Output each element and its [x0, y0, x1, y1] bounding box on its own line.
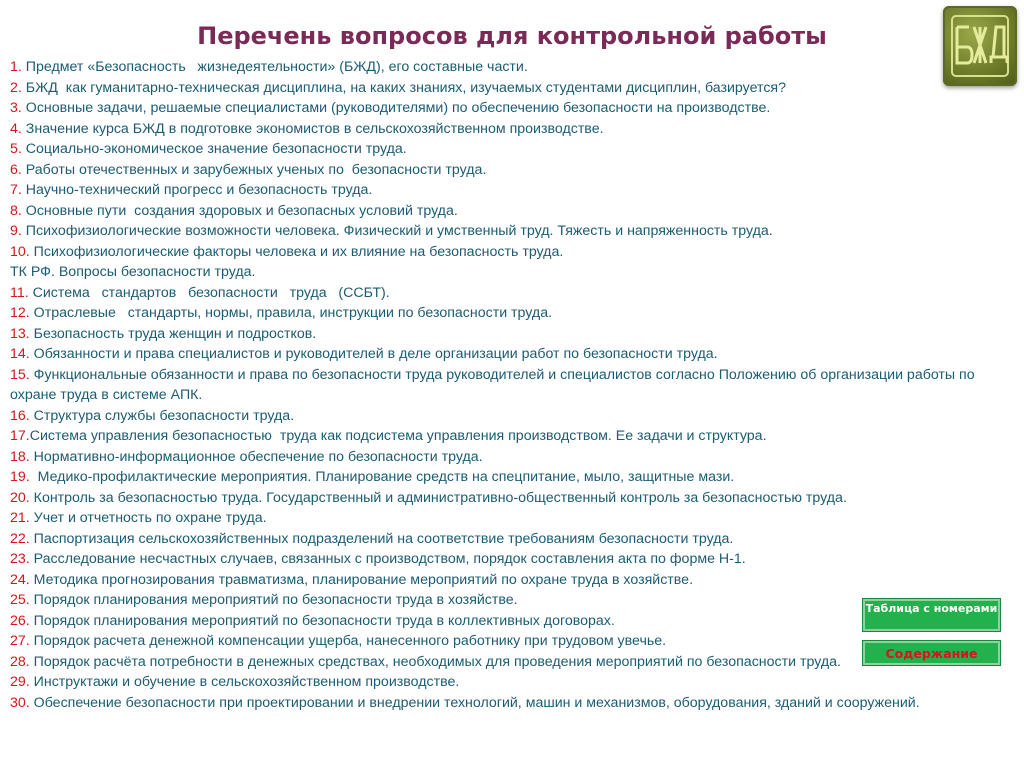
question-text: Значение курса БЖД в подготовке экономистов в сельскохозяйственном производстве.	[21, 120, 604, 137]
question-number: 21.	[10, 510, 30, 526]
question-number: 2.	[10, 79, 22, 96]
question-item	[10, 57, 1015, 78]
question-text: БЖД как гуманитарно-техническая дисциплина, на каких знаниях, изучаемых студентами дисциплин, базируется?	[21, 79, 786, 96]
question-item	[10, 283, 1015, 304]
question-item	[10, 672, 1015, 693]
question-text: Обеспечение безопасности при проектировании и внедрении технологий, машин и механизмов, оборудования, зданий и сооружений.	[29, 694, 920, 711]
question-item	[10, 529, 1015, 550]
question-item	[10, 78, 1015, 99]
question-text: Нормативно-информационное обеспечение по безопасности труда.	[29, 448, 483, 465]
question-number: 8.	[10, 202, 22, 219]
question-number: 29.	[10, 674, 30, 690]
question-number: 6.	[10, 161, 22, 178]
page-title: Перечень вопросов для контрольной работы	[197, 22, 827, 50]
question-text: Научно-технический прогресс и безопасность труда.	[21, 182, 373, 198]
question-text: Функциональные обязанности и права по безопасности труда руководителей и специалистов согласно Положению об организации работы по охране труда в системе АПК.	[10, 366, 979, 403]
question-text: Порядок расчёта потребности в денежных средствах, необходимых для проведения мероприятий по безопасности труда.	[29, 653, 841, 670]
question-text: Основные пути создания здоровых и безопасных условий труда.	[21, 202, 458, 219]
question-number: 27.	[10, 633, 30, 649]
question-item	[10, 426, 1015, 447]
question-item	[10, 488, 1015, 509]
question-text: Контроль за безопасностью труда. Государственный и административно-общественный контроль за безопасностью труда.	[29, 489, 847, 506]
question-text: Система стандартов безопасности труда (ССБТ).	[28, 284, 390, 301]
question-item	[10, 570, 1015, 591]
question-text: Психофизиологические возможности человека. Физический и умственный труд. Тяжесть и напряженность труда.	[21, 223, 773, 239]
question-text: Инструктажи и обучение в сельскохозяйственном производстве.	[29, 674, 460, 690]
question-number: 22.	[10, 530, 30, 547]
question-item	[10, 303, 1015, 324]
question-number: 20.	[10, 489, 30, 506]
question-text: Социально-экономическое значение безопасности труда.	[21, 141, 407, 157]
question-item	[10, 160, 1015, 181]
question-text: Психофизиологические факторы человека и их влияние на безопасность труда.	[29, 243, 564, 260]
question-number: 26.	[10, 612, 30, 629]
question-item	[10, 139, 1015, 160]
question-text: Предмет «Безопасность жизнедеятельности» (БЖД), его составные части.	[21, 59, 528, 75]
question-text: Порядок расчета денежной компенсации ущерба, нанесенного работнику при трудовом увечье.	[29, 633, 667, 649]
question-item	[10, 467, 1015, 488]
question-item	[10, 324, 1015, 345]
question-text: Система управления безопасностью труда как подсистема управления производством. Ее задачи и структура.	[29, 428, 767, 444]
question-text: Безопасность труда женщин и подростков.	[29, 325, 317, 342]
question-item	[10, 221, 1015, 242]
question-text: ТК РФ. Вопросы безопасности труда.	[10, 264, 256, 280]
question-item	[10, 201, 1015, 222]
question-item	[10, 508, 1015, 529]
question-text: Методика прогнозирования травматизма, планирование мероприятий по охране труда в хозяйстве.	[29, 571, 694, 588]
question-number: 15.	[10, 366, 30, 383]
question-text: Обязанности и права специалистов и руководителей в деле организации работ по безопасности труда.	[29, 346, 718, 362]
question-number: 25.	[10, 592, 30, 608]
question-number: 3.	[10, 100, 22, 116]
question-number: 14.	[10, 346, 30, 362]
question-number: 16.	[10, 407, 30, 424]
question-text: Структура службы безопасности труда.	[29, 407, 295, 424]
question-text: Отраслевые стандарты, нормы, правила, инструкции по безопасности труда.	[29, 305, 553, 321]
question-number: 4.	[10, 120, 22, 137]
question-number: 28.	[10, 653, 30, 670]
question-item	[10, 98, 1015, 119]
question-number: 10.	[10, 243, 30, 260]
question-number: 17.	[10, 428, 30, 444]
question-item	[10, 693, 1015, 714]
question-item	[10, 344, 1015, 365]
question-text: Учет и отчетность по охране труда.	[29, 510, 267, 526]
question-number: 24.	[10, 571, 30, 588]
numbers-table-button[interactable]: Таблица с номерами	[863, 599, 1000, 631]
question-number: 13.	[10, 325, 30, 342]
question-number: 18.	[10, 448, 30, 465]
question-text: Расследование несчастных случаев, связанных с производством, порядок составления акта по форме Н-1.	[29, 551, 746, 567]
question-number: 5.	[10, 141, 22, 157]
contents-button[interactable]: Содержание	[863, 641, 1000, 665]
question-number: 23.	[10, 551, 30, 567]
question-item	[10, 447, 1015, 468]
question-item	[10, 406, 1015, 427]
question-number: 19.	[10, 469, 30, 485]
question-text: Порядок планирования мероприятий по безопасности труда в коллективных договорах.	[29, 612, 615, 629]
question-text: Основные задачи, решаемые специалистами (руководителями) по обеспечению безопасности на производстве.	[21, 100, 771, 116]
question-number: 7.	[10, 182, 22, 198]
question-number: 1.	[10, 59, 22, 75]
question-number: 9.	[10, 223, 22, 239]
question-item	[10, 549, 1015, 570]
question-text: Работы отечественных и зарубежных ученых по безопасности труда.	[21, 161, 487, 178]
question-number: 12.	[10, 305, 30, 321]
question-item	[10, 365, 1015, 406]
question-item	[10, 242, 1015, 263]
question-text: Паспортизация сельскохозяйственных подразделений на соответствие требованиям безопасности труда.	[29, 530, 734, 547]
question-text: Порядок планирования мероприятий по безопасности труда в хозяйстве.	[29, 592, 518, 608]
question-item	[10, 262, 1015, 283]
question-text: Медико-профилактические мероприятия. Планирование средств на спецпитание, мыло, защитные мази.	[29, 469, 735, 485]
question-number: 30.	[10, 694, 30, 711]
question-number: 11.	[10, 284, 29, 301]
question-item	[10, 180, 1015, 201]
question-item	[10, 119, 1015, 140]
